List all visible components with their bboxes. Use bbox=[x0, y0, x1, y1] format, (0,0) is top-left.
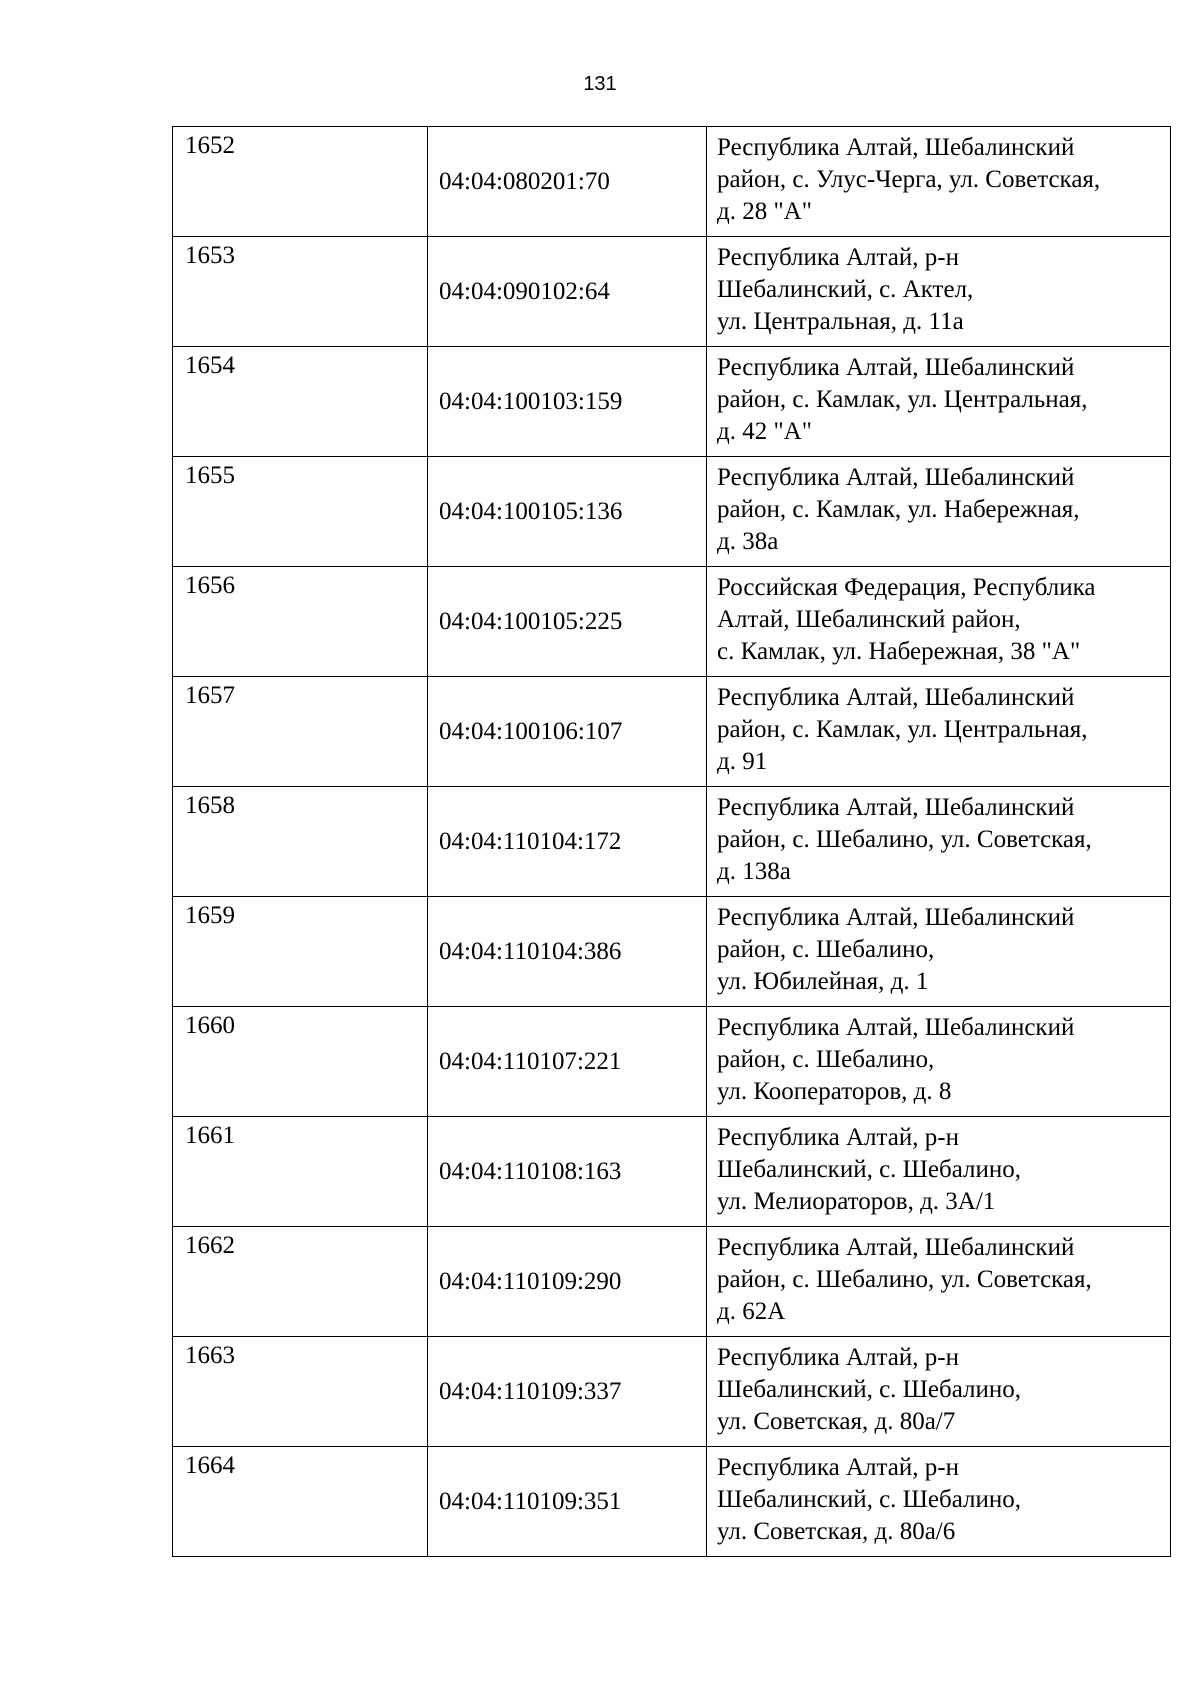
cadastral-number-cell: 04:04:100103:159 bbox=[428, 347, 707, 457]
row-number-cell: 1655 bbox=[173, 457, 428, 567]
address-cell bbox=[707, 127, 1171, 237]
address-line: Республика Алтай, Шебалинский bbox=[717, 904, 1075, 931]
address-line: д. 28 "А" bbox=[717, 198, 812, 225]
cadastral-number-cell: 04:04:110108:163 bbox=[428, 1117, 707, 1227]
address-line: район, с. Камлак, ул. Набережная, bbox=[717, 496, 1080, 523]
row-number-cell: 1657 bbox=[173, 677, 428, 787]
registry-table bbox=[172, 126, 1171, 1557]
row-number-cell: 1664 bbox=[173, 1447, 428, 1557]
row-number-cell: 1660 bbox=[173, 1007, 428, 1117]
row-number-cell: 1662 bbox=[173, 1227, 428, 1337]
cadastral-number-cell: 04:04:110104:172 bbox=[428, 787, 707, 897]
cadastral-number-cell: 04:04:110104:386 bbox=[428, 897, 707, 1007]
row-number-cell: 1652 bbox=[173, 127, 428, 237]
row-number-cell: 1653 bbox=[173, 237, 428, 347]
address-line: ул. Кооператоров, д. 8 bbox=[717, 1078, 952, 1105]
cadastral-number-cell: 04:04:110109:351 bbox=[428, 1447, 707, 1557]
address-line: Шебалинский, с. Актел, bbox=[717, 276, 974, 303]
address-line: район, с. Камлак, ул. Центральная, bbox=[717, 386, 1088, 413]
address-line: Республика Алтай, Шебалинский bbox=[717, 1234, 1075, 1261]
table-row bbox=[173, 787, 1171, 897]
address-cell bbox=[707, 677, 1171, 787]
address-line: Шебалинский, с. Шебалино, bbox=[717, 1376, 1022, 1403]
address-line: с. Камлак, ул. Набережная, 38 "А" bbox=[717, 638, 1081, 665]
address-line: Республика Алтай, Шебалинский bbox=[717, 794, 1075, 821]
address-line: Республика Алтай, Шебалинский bbox=[717, 464, 1075, 491]
address-line: ул. Советская, д. 80а/7 bbox=[717, 1408, 956, 1435]
address-cell bbox=[707, 1007, 1171, 1117]
address-line: район, с. Шебалино, ул. Советская, bbox=[717, 1266, 1092, 1293]
row-number-cell: 1663 bbox=[173, 1337, 428, 1447]
address-line: ул. Мелиораторов, д. 3А/1 bbox=[717, 1188, 996, 1215]
address-line: Республика Алтай, Шебалинский bbox=[717, 354, 1075, 381]
address-cell bbox=[707, 347, 1171, 457]
address-cell bbox=[707, 237, 1171, 347]
address-line: ул. Центральная, д. 11а bbox=[717, 308, 964, 335]
table-row bbox=[173, 567, 1171, 677]
cadastral-number-cell: 04:04:110109:337 bbox=[428, 1337, 707, 1447]
table-row bbox=[173, 677, 1171, 787]
address-line: ул. Советская, д. 80а/6 bbox=[717, 1518, 956, 1545]
table-row bbox=[173, 897, 1171, 1007]
address-line: Шебалинский, с. Шебалино, bbox=[717, 1486, 1022, 1513]
address-line: Республика Алтай, р-н bbox=[717, 1454, 959, 1481]
address-line: ул. Юбилейная, д. 1 bbox=[717, 968, 929, 995]
address-cell bbox=[707, 787, 1171, 897]
cadastral-number-cell: 04:04:100105:136 bbox=[428, 457, 707, 567]
address-cell bbox=[707, 1117, 1171, 1227]
cadastral-number-cell: 04:04:100105:225 bbox=[428, 567, 707, 677]
row-number-cell: 1658 bbox=[173, 787, 428, 897]
address-cell bbox=[707, 1337, 1171, 1447]
address-cell bbox=[707, 1227, 1171, 1337]
table-row bbox=[173, 347, 1171, 457]
address-line: район, с. Улус-Черга, ул. Советская, bbox=[717, 166, 1101, 193]
registry-table-body bbox=[173, 127, 1171, 1557]
address-line: д. 138а bbox=[717, 858, 791, 885]
row-number-cell: 1659 bbox=[173, 897, 428, 1007]
address-cell bbox=[707, 897, 1171, 1007]
address-line: Алтай, Шебалинский район, bbox=[717, 606, 1021, 633]
page-number: 131 bbox=[583, 73, 617, 95]
address-line: д. 62А bbox=[717, 1298, 786, 1325]
address-cell bbox=[707, 457, 1171, 567]
address-line: Республика Алтай, р-н bbox=[717, 1344, 959, 1371]
table-row bbox=[173, 1007, 1171, 1117]
table-row bbox=[173, 457, 1171, 567]
address-line: Республика Алтай, Шебалинский bbox=[717, 134, 1075, 161]
address-line: д. 91 bbox=[717, 748, 768, 775]
table-row bbox=[173, 1117, 1171, 1227]
address-line: Российская Федерация, Республика bbox=[717, 574, 1096, 601]
cadastral-number-cell: 04:04:100106:107 bbox=[428, 677, 707, 787]
address-line: д. 42 "А" bbox=[717, 418, 812, 445]
address-cell bbox=[707, 1447, 1171, 1557]
address-line: район, с. Шебалино, bbox=[717, 936, 935, 963]
table-row bbox=[173, 1227, 1171, 1337]
address-line: Республика Алтай, р-н bbox=[717, 1124, 959, 1151]
table-row bbox=[173, 1447, 1171, 1557]
address-line: д. 38а bbox=[717, 528, 779, 555]
address-cell bbox=[707, 567, 1171, 677]
cadastral-number-cell: 04:04:110107:221 bbox=[428, 1007, 707, 1117]
address-line: район, с. Камлак, ул. Центральная, bbox=[717, 716, 1088, 743]
table-row bbox=[173, 1337, 1171, 1447]
address-line: Республика Алтай, Шебалинский bbox=[717, 1014, 1075, 1041]
address-line: Республика Алтай, р-н bbox=[717, 244, 959, 271]
cadastral-number-cell: 04:04:090102:64 bbox=[428, 237, 707, 347]
row-number-cell: 1661 bbox=[173, 1117, 428, 1227]
table-row bbox=[173, 127, 1171, 237]
row-number-cell: 1656 bbox=[173, 567, 428, 677]
address-line: Республика Алтай, Шебалинский bbox=[717, 684, 1075, 711]
address-line: район, с. Шебалино, ул. Советская, bbox=[717, 826, 1092, 853]
address-line: Шебалинский, с. Шебалино, bbox=[717, 1156, 1022, 1183]
cadastral-number-cell: 04:04:110109:290 bbox=[428, 1227, 707, 1337]
cadastral-number-cell: 04:04:080201:70 bbox=[428, 127, 707, 237]
table-row bbox=[173, 237, 1171, 347]
address-line: район, с. Шебалино, bbox=[717, 1046, 935, 1073]
row-number-cell: 1654 bbox=[173, 347, 428, 457]
